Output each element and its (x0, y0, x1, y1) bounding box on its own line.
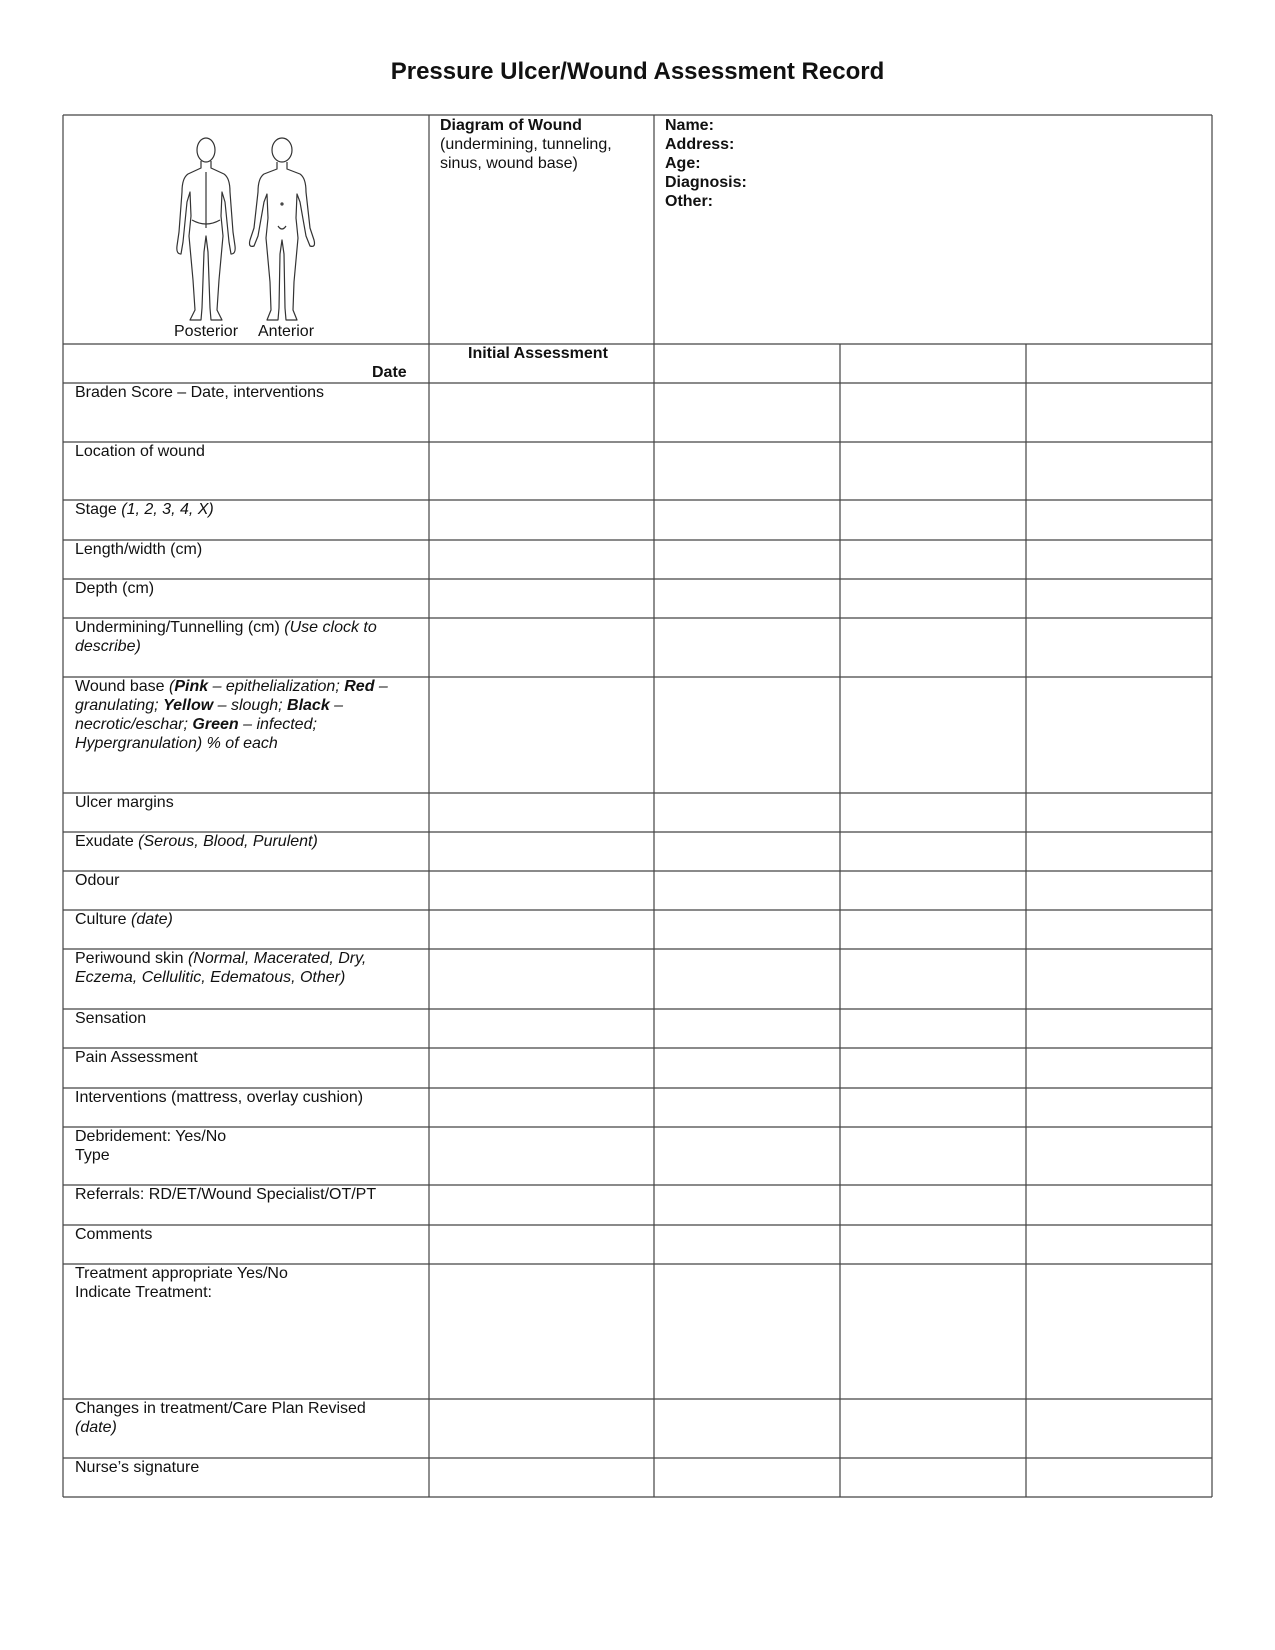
row-label-changes (75, 1399, 366, 1437)
wound-diagram-note-1: (undermining, tunneling, (440, 136, 612, 153)
wound-diagram-note-2: sinus, wound base) (440, 155, 578, 172)
wound-base-green: Green (192, 716, 239, 733)
treatment-line-1: Treatment appropriate Yes/No (75, 1265, 288, 1282)
row-label-debridement (75, 1127, 226, 1165)
row-label-culture (75, 910, 173, 929)
wound-base-pink-desc: – epithelialization; (212, 678, 340, 695)
wound-base-hyper: Hypergranulation) % of each (75, 735, 278, 752)
row-label-braden: Braden Score – Date, interventions (75, 384, 325, 401)
wound-base-pink: Pink (174, 678, 209, 695)
row-label-odour: Odour (75, 872, 120, 889)
anterior-label: Anterior (258, 323, 315, 340)
posterior-label: Posterior (174, 323, 239, 340)
wound-base-label: Wound base (75, 678, 165, 695)
stage-label: Stage (75, 501, 117, 518)
page-title: Pressure Ulcer/Wound Assessment Record (390, 58, 885, 85)
undermining-label: Undermining/Tunnelling (cm) (75, 619, 280, 636)
treatment-line-2: Indicate Treatment: (75, 1284, 212, 1301)
initial-assessment-header: Initial Assessment (468, 345, 608, 362)
anterior-figure (250, 138, 315, 320)
row-label-referrals: Referrals: RD/ET/Wound Specialist/OT/PT (75, 1186, 377, 1203)
wound-base-necrotic: necrotic/eschar; (75, 716, 188, 733)
wound-base-black: Black (287, 697, 330, 714)
row-label-comments: Comments (75, 1226, 153, 1243)
row-label-exudate (75, 832, 318, 851)
periwound-note-1: (Normal, Macerated, Dry, (187, 950, 367, 967)
row-label-length: Length/width (cm) (75, 541, 203, 558)
wound-base-black-desc: – (334, 697, 344, 714)
row-label-treatment (75, 1264, 288, 1302)
body-diagram (170, 132, 330, 324)
patient-age-label: Age: (665, 155, 701, 172)
row-label-interventions: Interventions (mattress, overlay cushion) (75, 1089, 364, 1106)
wound-base-green-desc: – infected; (243, 716, 317, 733)
exudate-label: Exudate (75, 833, 134, 850)
debridement-line-2: Type (75, 1147, 110, 1164)
changes-line-2: (date) (75, 1419, 117, 1436)
culture-note: (date) (131, 911, 173, 928)
row-label-pain: Pain Assessment (75, 1049, 198, 1066)
stage-note: (1, 2, 3, 4, X) (121, 501, 214, 518)
periwound-note-2: Eczema, Cellulitic, Edematous, Other) (75, 969, 346, 986)
wound-diagram-heading: Diagram of Wound (440, 117, 582, 134)
row-label-ulcer-margins: Ulcer margins (75, 794, 174, 811)
undermining-note-2: describe) (75, 638, 141, 655)
changes-line-1: Changes in treatment/Care Plan Revised (75, 1400, 366, 1417)
row-label-depth: Depth (cm) (75, 580, 155, 597)
debridement-line-1: Debridement: Yes/No (75, 1128, 227, 1145)
exudate-note: (Serous, Blood, Purulent) (138, 833, 318, 850)
wound-base-granulating: granulating; (75, 697, 159, 714)
periwound-label: Periwound skin (75, 950, 184, 967)
row-label-wound-base: Wound base (Pink – epithelialization; Red – granulating; Yellow – slough; Black – necrotic/eschar; Green – infected; Hypergranulation) % of each (75, 678, 388, 752)
patient-diagnosis-label: Diagnosis: (665, 174, 747, 191)
row-label-periwound (75, 949, 366, 987)
wound-base-red-desc: – (378, 678, 388, 695)
date-header: Date (372, 364, 407, 381)
patient-address-label: Address: (665, 136, 735, 153)
row-label-location: Location of wound (75, 443, 205, 460)
wound-base-yellow-desc: – slough; (217, 697, 283, 714)
culture-label: Culture (75, 911, 127, 928)
row-label-sensation: Sensation (75, 1010, 147, 1027)
patient-name-label: Name: (665, 117, 714, 134)
wound-base-yellow: Yellow (163, 697, 214, 714)
undermining-note-1: (Use clock to (284, 619, 377, 636)
patient-other-label: Other: (665, 193, 713, 210)
wound-base-red: Red (344, 678, 375, 695)
row-label-undermining (75, 618, 377, 656)
posterior-figure (177, 138, 235, 320)
row-label-nurse-signature: Nurse’s signature (75, 1459, 200, 1476)
row-label-stage (75, 500, 214, 519)
